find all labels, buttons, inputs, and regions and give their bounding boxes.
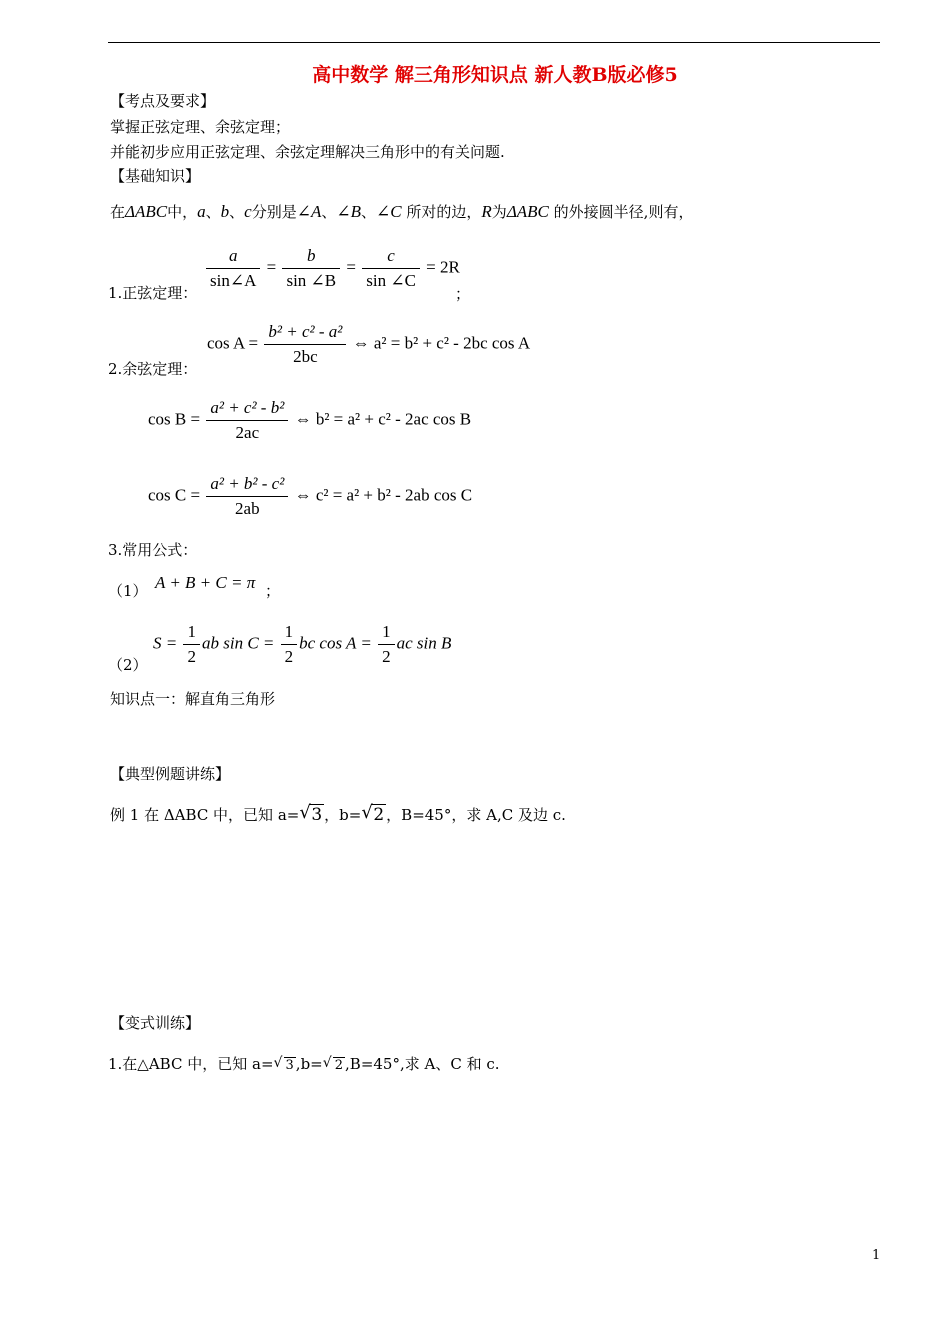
intro-math: c [244,202,252,221]
page-title: 高中数学 解三角形知识点 新人教B版必修5 [312,64,678,86]
intro-text: 、 [361,203,377,221]
area-lhs: S = [153,633,178,653]
denominator: sin ∠C [366,271,416,290]
cosine-rule-b [148,398,471,443]
cosine-rule-c [148,474,472,519]
denominator: 2ac [235,423,260,442]
cos-b-lhs: cos B = [148,409,201,429]
denominator: 2 [187,647,196,666]
fraction-half [378,622,395,667]
area-term: bc cos A = [299,633,372,653]
radicand: 2 [334,1058,344,1073]
variant-text: 1.在△ABC 中，已知 a= [108,1055,274,1073]
numerator: b [282,246,340,269]
example-text: ，b= [324,806,362,824]
sub-1-label: （1） [108,582,148,600]
denominator: sin ∠B [286,271,337,290]
radicand: 3 [285,1058,294,1073]
equals-sign: = [266,257,277,277]
denominator: 2 [382,647,391,666]
cos-a-rhs: ⇔ a² = b² + c² - 2bc cos A [352,333,531,353]
intro-text: 分别是 [251,203,297,221]
numerator: a [206,246,260,269]
fraction [282,246,340,291]
sine-rule-semicolon: ； [455,285,471,303]
intro-math: ΔABC [506,202,549,221]
sqrt-3 [299,802,324,825]
intro-text: 在 [110,203,126,221]
header-rule [108,42,880,43]
radical-icon: √ [322,1055,332,1071]
radical-icon: √ [273,1055,283,1071]
intro-line [110,201,693,222]
intro-math: b [220,202,230,221]
variant-text: ,B=45°,求 A、C 和 c. [345,1055,500,1073]
numerator: 1 [378,622,395,645]
example-text: 例 1 在 ΔABC 中，已知 a= [110,806,300,824]
numerator: a² + b² - c² [206,474,288,497]
denominator: sin∠A [210,271,257,290]
area-formula [153,622,451,667]
item-2-label: 2.余弦定理： [108,360,198,378]
cos-a-lhs: cos A = [207,333,259,353]
fraction-half [183,622,200,667]
intro-math: ∠B [336,202,362,221]
intro-math: ∠C [376,202,402,221]
sqrt-2 [322,1055,345,1073]
area-term: ac sin B [396,633,452,653]
denominator: 2ab [235,499,260,518]
sub-2-label: （2） [108,656,148,674]
sqrt-3 [273,1055,296,1073]
numerator: a² + c² - b² [206,398,288,421]
numerator: b² + c² - a² [264,322,346,345]
intro-text: 为 [491,203,507,221]
sine-rule-rhs: = 2R [426,257,460,277]
intro-text: 、 [321,203,337,221]
intro-math: ∠A [296,202,322,221]
radical-icon: √ [299,802,311,823]
intro-text: 的外接圆半径,则有， [548,203,694,221]
requirement-line-2: 并能初步应用正弦定理、余弦定理解决三角形中的有关问题. [110,143,505,161]
example-1 [110,804,566,825]
item-1-label: 1.正弦定理： [108,284,198,302]
variant-1 [108,1053,500,1074]
section-jichu: 【基础知识】 [110,167,201,185]
area-term: ab sin C = [201,633,275,653]
sine-rule-formula [204,246,460,291]
numerator: c [362,246,420,269]
intro-text: 中， [167,203,198,221]
cos-b-rhs: ⇔ b² = a² + c² - 2ac cos B [294,409,472,429]
section-kaodian: 【考点及要求】 [110,92,216,110]
intro-text: 、 [229,203,245,221]
fraction [206,474,288,519]
denominator: 2 [284,647,294,666]
radicand: 2 [373,805,385,825]
intro-math: a [197,202,206,221]
cos-c-rhs: ⇔ c² = a² + b² - 2ab cos C [294,485,473,505]
example-text: ，B=45°，求 A,C 及边 c. [386,806,566,824]
fraction [362,246,420,291]
denominator: 2bc [293,347,318,366]
knowledge-point-1: 知识点一：解直角三角形 [110,690,276,708]
intro-text: 所对的边， [401,203,482,221]
page-number: 1 [872,1248,881,1263]
intro-math: ΔABC [125,202,168,221]
fraction-half [281,622,298,667]
section-variant: 【变式训练】 [110,1014,201,1032]
intro-text: 、 [205,203,221,221]
cos-c-lhs: cos C = [148,485,201,505]
requirement-line-1: 掌握正弦定理、余弦定理； [110,118,291,136]
fraction [264,322,346,367]
equals-sign: = [346,257,356,277]
item-3-label: 3.常用公式： [108,541,198,559]
sqrt-2 [361,802,386,825]
intro-math: R [481,202,492,221]
cosine-rule-a [207,322,530,367]
numerator: 1 [281,622,298,645]
radical-icon: √ [361,802,373,823]
numerator: 1 [183,622,200,645]
variant-text: ,b= [295,1055,323,1073]
section-examples: 【典型例题讲练】 [110,765,231,783]
radicand: 3 [311,805,323,825]
fraction [206,398,288,443]
fraction [206,246,260,291]
angle-sum-formula: A + B + C = π [155,573,256,592]
angle-sum-end: ； [265,582,281,600]
